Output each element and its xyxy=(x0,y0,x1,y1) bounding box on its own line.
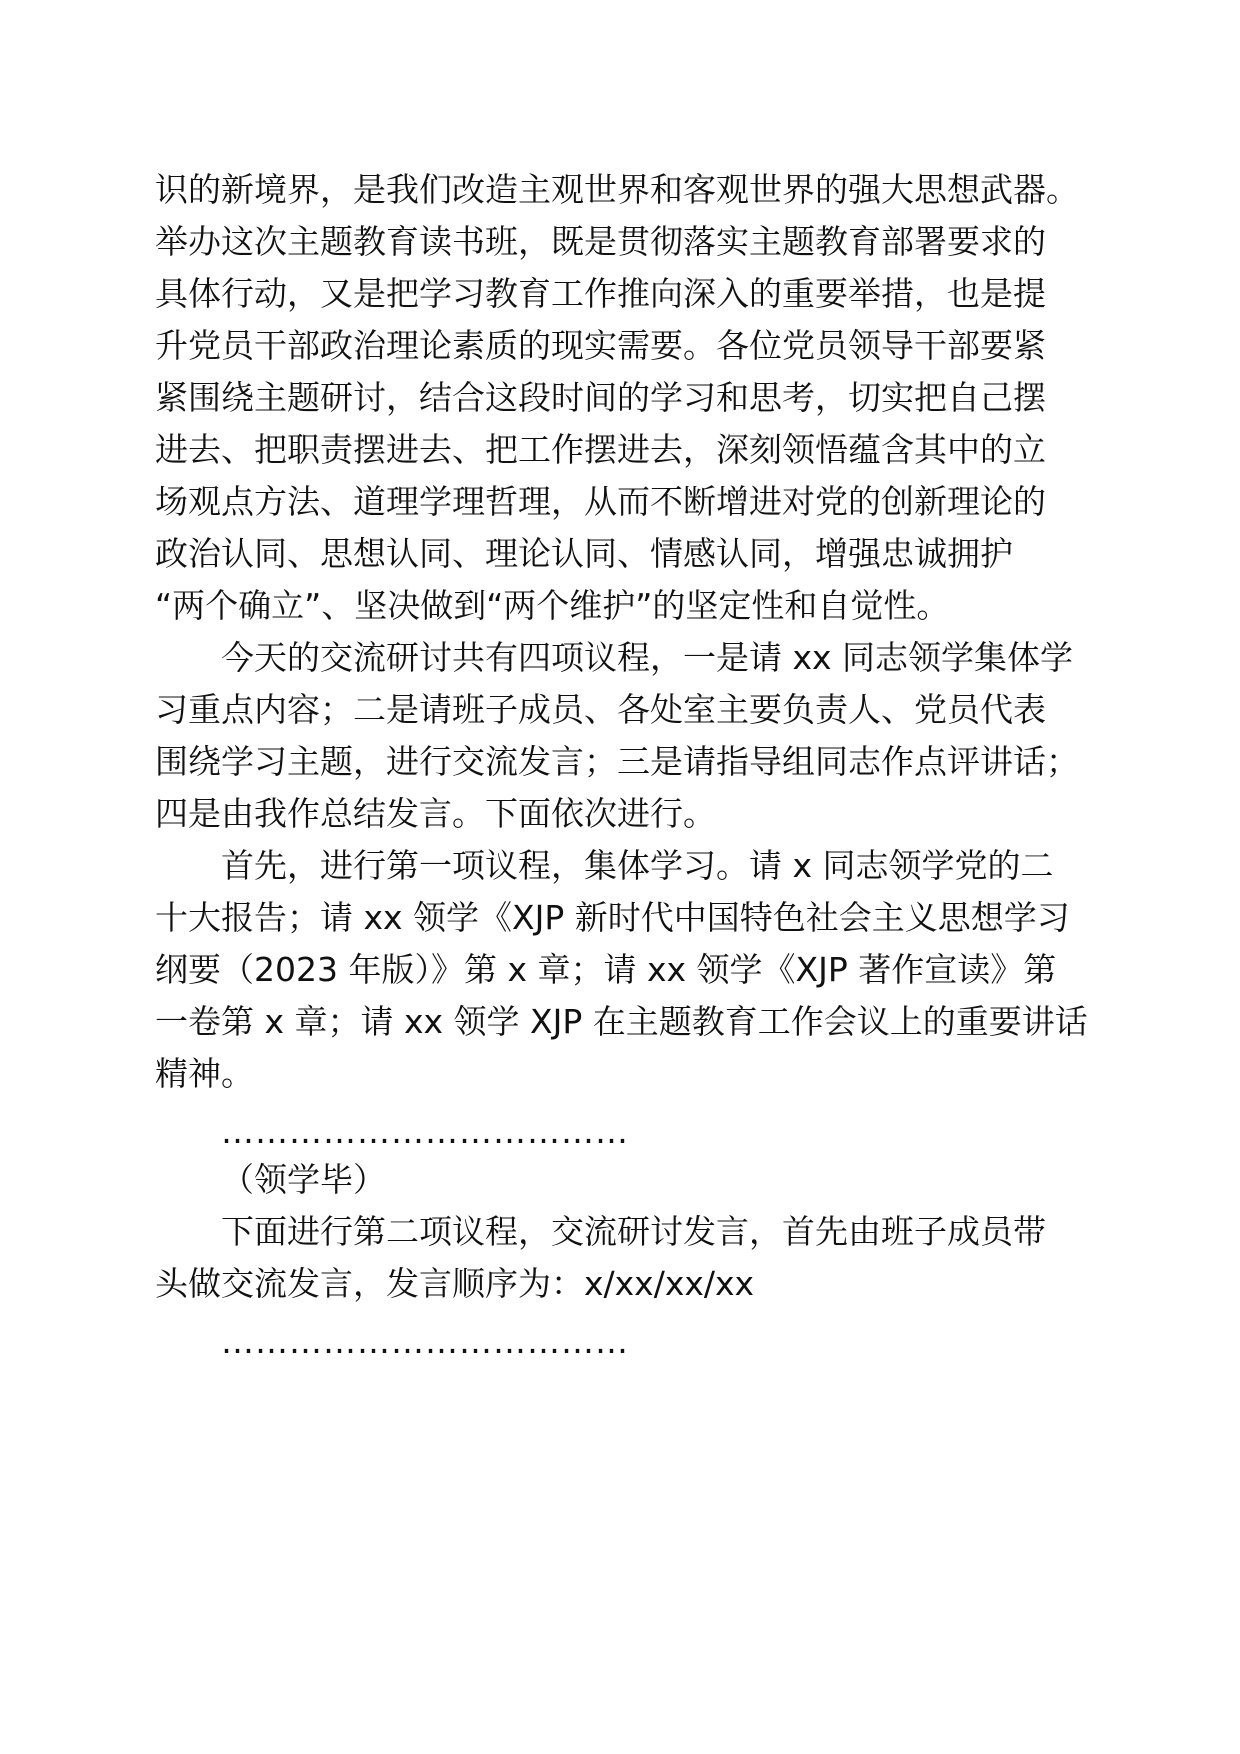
text-line: 纲要（2023 年版）》第 x 章；请 xx 领学《XJP 著作宣读》第 xyxy=(155,950,1057,989)
text-line: 十大报告；请 xx 领学《XJP 新时代中国特色社会主义思想学习 xyxy=(155,898,1070,937)
text-line: 一卷第 x 章；请 xx 领学 XJP 在主题教育工作会议上的重要讲话 xyxy=(155,1002,1088,1041)
paragraph-start-line: 今天的交流研讨共有四项议程，一是请 xx 同志领学集体学 xyxy=(221,638,1074,677)
text-line: 升党员干部政治理论素质的现实需要。各位党员领导干部要紧 xyxy=(155,326,1046,365)
text-line: 精神。 xyxy=(155,1054,254,1093)
ellipsis-separator: ……………………………… xyxy=(221,1322,629,1361)
text-line: 识的新境界，是我们改造主观世界和客观世界的强大思想武器。 xyxy=(155,170,1079,209)
paragraph-start-line: 下面进行第二项议程，交流研讨发言，首先由班子成员带 xyxy=(221,1212,1046,1251)
text-line: 进去、把职责摆进去、把工作摆进去，深刻领悟蕴含其中的立 xyxy=(155,430,1046,469)
text-line: 具体行动，又是把学习教育工作推向深入的重要举措，也是提 xyxy=(155,274,1046,313)
text-line: 四是由我作总结发言。下面依次进行。 xyxy=(155,794,716,833)
text-line: 围绕学习主题，进行交流发言；三是请指导组同志作点评讲话； xyxy=(155,742,1079,781)
text-line: 场观点方法、道理学理哲理，从而不断增进对党的创新理论的 xyxy=(155,482,1046,521)
text-line: 紧围绕主题研讨，结合这段时间的学习和思考，切实把自己摆 xyxy=(155,378,1046,417)
paragraph-start-line: （领学毕） xyxy=(221,1160,386,1199)
ellipsis-separator: ……………………………… xyxy=(221,1112,629,1151)
text-line: 政治认同、思想认同、理论认同、情感认同，增强忠诚拥护 xyxy=(155,534,1013,573)
text-line: 举办这次主题教育读书班，既是贯彻落实主题教育部署要求的 xyxy=(155,222,1046,261)
text-line: “两个确立”、坚决做到“两个维护”的坚定性和自觉性。 xyxy=(155,586,950,625)
text-line: 头做交流发言，发言顺序为：x/xx/xx/xx xyxy=(155,1264,755,1303)
text-line: 习重点内容；二是请班子成员、各处室主要负责人、党员代表 xyxy=(155,690,1046,729)
paragraph-start-line: 首先，进行第一项议程，集体学习。请 x 同志领学党的二 xyxy=(221,846,1054,885)
